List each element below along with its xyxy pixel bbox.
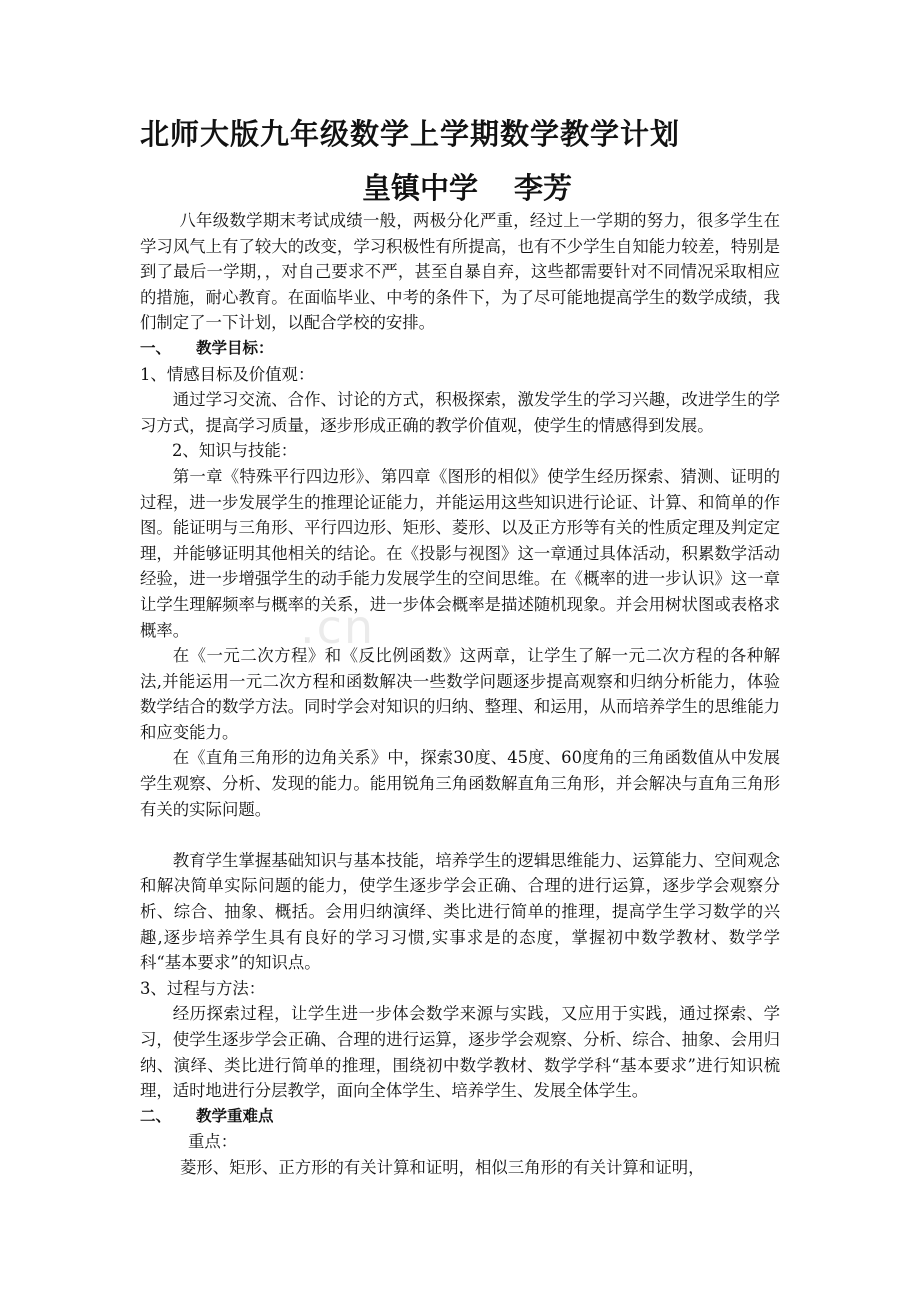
item2-paragraph-2: 在《一元二次方程》和《反比例函数》这两章，让学生了解一元二次方程的各种解法,并能运用一元二次方程和函数解决一些数学问题逐步提高观察和归纳分析能力，体验数学结合的数学方法。同时学会对知识的归纳、整理、和运用，从而培养学生的思维能力和应变能力。 [140,646,780,742]
document-title: 北师大版九年级数学上学期数学教学计划 [140,117,681,151]
item3-heading: 3、过程与方法： [140,978,266,998]
item2-paragraph-3: 在《直角三角形的边角关系》中，探索30度、45度、60度角的三角函数值从中发展学生观察、分析、发现的能力。能用锐角三角函数解直角三角形，并会解决与直角三角形有关的实际问题。 [140,748,780,819]
section-heading-key-points: 二、 教学重难点 [140,1106,274,1125]
document-subtitle [362,166,572,207]
school-name: 皇镇中学 [362,171,479,205]
item2-heading: 2、知识与技能： [172,441,298,461]
item2-paragraph-4: 教育学生掌握基础知识与基本技能，培养学生的逻辑思维能力、运算能力、空间观念和解决简单实际问题的能力，使学生逐步学会正确、合理的进行运算，逐步学会观察分析、综合、抽象、概括。会用归纳演绎、类比进行简单的推理，提高学生学习数学的兴趣,逐步培养学生具有良好的学习习惯,实事求是的态度，掌握初中数学教材、数学学科“基本要求”的知识点。 [140,850,780,973]
key-points-label: 重点： [188,1132,238,1152]
item3-paragraph: 经历探索过程，让学生进一步体会数学来源与实践，又应用于实践，通过探索、学习，使学生逐步学会正确、合理的进行运算，逐步学会观察、分析、综合、抽象、会用归纳、演绎、类比进行简单的推理，围绕初中数学教材、数学学科“基本要求”进行知识梳理，适时地进行分层教学，面向全体学生、培养学生、发展全体学生。 [140,1004,780,1101]
item1-heading: 1、情感目标及价值观： [140,364,315,384]
section-heading-goals: 一、 教学目标： [140,338,274,357]
intro-paragraph: 八年级数学期末考试成绩一般，两极分化严重，经过上一学期的努力，很多学生在学习风气上有了较大的改变，学习积极性有所提高，也有不少学生自知能力较差，特别是到了最后一学期，，对自己要求不严，甚至自暴自弃，这些都需要针对不同情况采取相应的措施，耐心教育。在面临毕业、中考的条件下，为了尽可能地提高学生的数学成绩，我们制定了一下计划，以配合学校的安排。 [140,211,780,333]
document-body [140,208,780,1181]
item2-paragraph-1: 第一章《特殊平行四边形》、第四章《图形的相似》使学生经历探索、猜测、证明的过程，进一步发展学生的推理论证能力，并能运用这些知识进行论证、计算、和简单的作图。能证明与三角形、平行四边形、矩形、菱形、以及正方形等有关的性质定理及判定定理，并能够证明其他相关的结论。在《投影与视图》这一章通过具体活动，积累数学活动经验，进一步增强学生的动手能力发展学生的空间思维。在《概率的进一步认识》这一章让学生理解频率与概率的关系，进一步体会概率是描述随机现象。并会用树状图或表格求概率。 [140,466,780,640]
author-name: 李芳 [514,171,573,205]
item1-paragraph: 通过学习交流、合作、讨论的方式，积极探索，激发学生的学习兴趣，改进学生的学习方式，提高学习质量，逐步形成正确的教学价值观，使学生的情感得到发展。 [140,390,780,435]
watermark: .cn [300,600,376,654]
key-points-text: 菱形、矩形、正方形的有关计算和证明，相似三角形的有关计算和证明， [180,1157,705,1177]
